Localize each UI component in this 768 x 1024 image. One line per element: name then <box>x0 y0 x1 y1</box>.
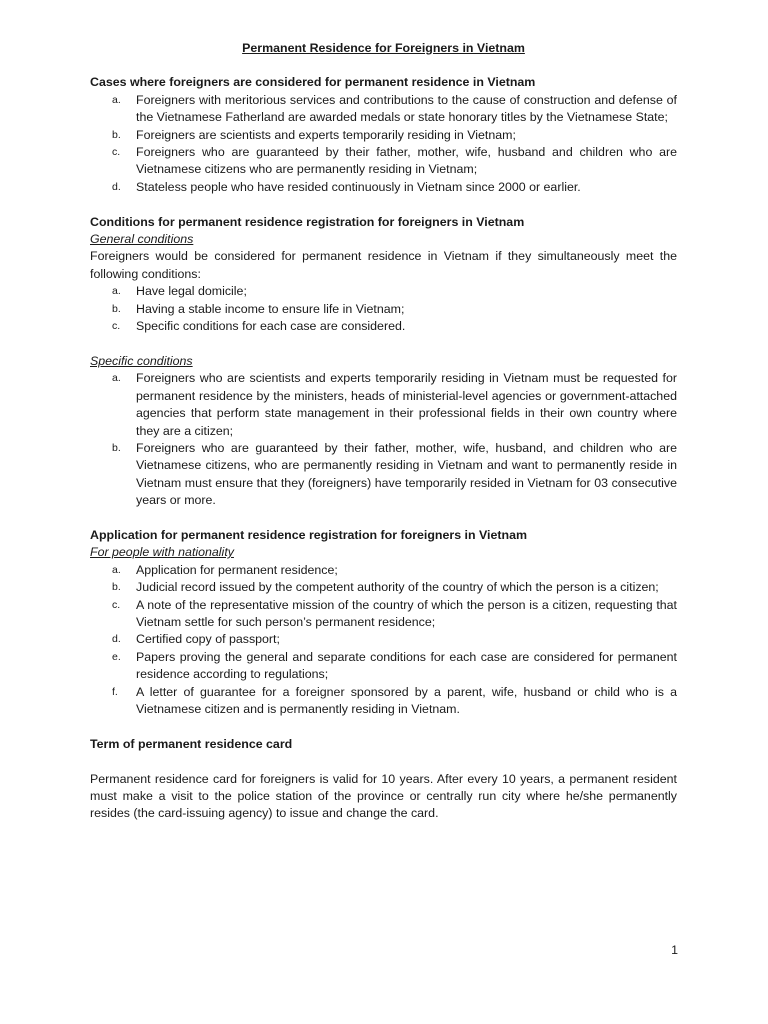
list-marker: c. <box>112 598 121 611</box>
list-item-text: Have legal domicile; <box>136 284 247 299</box>
list-marker: b. <box>112 128 121 141</box>
term-paragraph: Permanent residence card for foreigners is valid for 10 years. After every 10 years, a permanent resident must make a visit to the police station of the province or centrally run city where he/she permanently resides (the card-issuing agency) to issue and change the card. <box>90 771 677 821</box>
section-heading-application: Application for permanent residence registration for foreigners in Vietnam <box>90 527 527 542</box>
general-intro-paragraph: Foreigners would be considered for permanent residence in Vietnam if they simultaneously meet the following conditions: <box>90 249 677 281</box>
sub-heading-general: General conditions <box>90 232 194 247</box>
application-documents-list <box>90 562 677 719</box>
list-item-text: A letter of guarantee for a foreigner sponsored by a parent, wife, husband or child who is a Vietnamese citizen and is permanently residing in Vietnam. <box>136 684 677 716</box>
list-item <box>90 649 677 684</box>
spacer <box>90 196 677 213</box>
list-marker: d. <box>112 180 121 193</box>
list-item-text: Foreigners who are guaranteed by their father, mother, wife, husband and children who are Vietnamese citizens who are permanently residing in Vietnam; <box>136 145 677 177</box>
document-title: Permanent Residence for Foreigners in Vietnam <box>242 41 525 55</box>
list-marker: e. <box>112 650 121 663</box>
list-item <box>90 92 677 127</box>
sub-heading-nationality: For people with nationality <box>90 545 234 560</box>
list-marker: b. <box>112 302 121 315</box>
list-marker: d. <box>112 633 121 646</box>
list-item <box>90 127 677 144</box>
list-item-text: Having a stable income to ensure life in Vietnam; <box>136 301 405 316</box>
list-item <box>90 370 677 440</box>
section-heading-term: Term of permanent residence card <box>90 736 293 751</box>
spacer <box>90 510 677 527</box>
general-conditions-list <box>90 283 677 335</box>
cases-list <box>90 92 677 196</box>
list-item-text: Foreigners who are guaranteed by their father, mother, wife, husband, and children who are Vietnamese citizens, who are permanently residing in Vietnam and want to permanently reside in Vietnam must ensure that they (foreigners) have temporarily resided in Vietnam for 03 consecutive years or more. <box>136 440 677 508</box>
sub-heading-specific: Specific conditions <box>90 353 193 368</box>
section-heading-cases: Cases where foreigners are considered for permanent residence in Vietnam <box>90 75 536 90</box>
list-item <box>90 283 677 300</box>
list-item <box>90 631 677 648</box>
list-item-text: Application for permanent residence; <box>136 562 338 577</box>
list-item <box>90 440 677 510</box>
list-item <box>90 318 677 335</box>
list-item <box>90 562 677 579</box>
list-item <box>90 179 677 196</box>
list-item <box>90 579 677 596</box>
list-item-text: A note of the representative mission of the country of which the person is a citizen, requesting that Vietnam settle for such person’s permanent residence; <box>136 597 677 629</box>
list-item-text: Certified copy of passport; <box>136 632 280 647</box>
list-item-text: Stateless people who have resided continuously in Vietnam since 2000 or earlier. <box>136 179 581 194</box>
list-item-text: Foreigners with meritorious services and contributions to the cause of construction and defense of the Vietnamese Fatherland are awarded medals or state honorary titles by the Vietnamese State; <box>136 92 677 125</box>
list-marker: c. <box>112 320 121 333</box>
list-marker: c. <box>112 146 121 159</box>
list-marker: a. <box>112 285 121 298</box>
page-number: 1 <box>671 943 678 957</box>
list-marker: a. <box>112 563 121 576</box>
list-marker: b. <box>112 581 121 594</box>
list-item-text: Foreigners who are scientists and experts temporarily residing in Vietnam must be requested for permanent residence by the ministers, heads of ministerial-level agencies or government-attached agencies that perform state management in their professional fields in their own country where they are a citizen; <box>136 371 677 438</box>
list-marker: a. <box>112 372 121 385</box>
list-item-text: Judicial record issued by the competent authority of the country of which the person is a citizen; <box>136 580 659 595</box>
list-item-text: Foreigners are scientists and experts temporarily residing in Vietnam; <box>136 127 516 142</box>
list-item <box>90 684 677 719</box>
list-item-text: Specific conditions for each case are considered. <box>136 319 406 334</box>
list-item <box>90 597 677 632</box>
document-page <box>90 40 677 823</box>
spacer <box>90 335 677 352</box>
list-marker: b. <box>112 441 121 454</box>
list-item-text: Papers proving the general and separate conditions for each case are considered for permanent residence according to regulations; <box>136 649 677 682</box>
list-item <box>90 301 677 318</box>
list-marker: f. <box>112 685 118 698</box>
list-item <box>90 144 677 179</box>
list-marker: a. <box>112 93 121 106</box>
section-heading-conditions: Conditions for permanent residence registration for foreigners in Vietnam <box>90 214 525 229</box>
spacer <box>90 753 677 770</box>
spacer <box>90 718 677 735</box>
specific-conditions-list <box>90 370 677 509</box>
